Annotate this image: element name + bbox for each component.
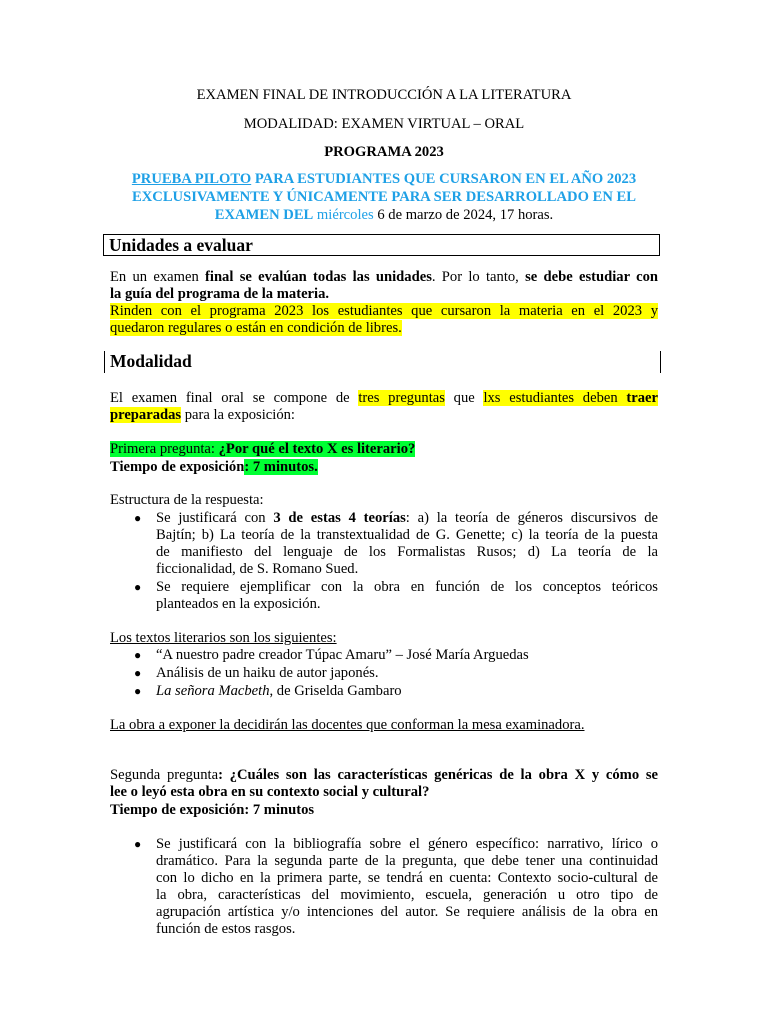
theories-line3: de manifiesto del lenguaje de los Formalistas Rusos; d) La teoría de la xyxy=(156,544,658,560)
bibliography-line2: dramático. Para la segunda parte de la pregunta, que debe tener una continuidad xyxy=(156,853,658,869)
answer-structure-title: Estructura de la respuesta: xyxy=(110,492,264,508)
literary-text-item: “A nuestro padre creador Túpac Amaru” – José María Arguedas xyxy=(156,647,529,663)
exam-date-text: 6 de marzo de 2024, 17 horas. xyxy=(373,207,554,223)
modalidad-right-rule xyxy=(660,351,661,373)
weekday-text: miércoles xyxy=(313,207,374,223)
unidades-paragraph-line1: En un examen final se evalúan todas las unidades. Por lo tanto, se debe estudiar con xyxy=(110,269,658,285)
bullet-icon: ● xyxy=(134,511,142,525)
exam-modality: MODALIDAD: EXAMEN VIRTUAL – ORAL xyxy=(243,116,525,132)
modalidad-paragraph-line2: preparadas para la exposición: xyxy=(110,407,295,423)
unidades-paragraph-line2: la guía del programa de la materia. xyxy=(110,286,330,302)
bibliography-line4: la obra, características del movimiento, escuela, generación u otro tipo de xyxy=(156,887,658,903)
exemplify-line1: Se requiere ejemplificar con la obra en función de los conceptos teóricos xyxy=(156,579,658,595)
bullet-icon: ● xyxy=(134,837,142,851)
bibliography-line3: con lo dicho en la primera parte, se tendrá en cuenta: Contexto socio-cultural de xyxy=(156,870,658,886)
literary-text-item: Análisis de un haiku de autor japonés. xyxy=(156,665,379,681)
exam-del-text: EXAMEN DEL xyxy=(214,207,314,223)
question1: Primera pregunta: ¿Por qué el texto X es literario? xyxy=(110,441,416,457)
bibliography-line1: Se justificará con la bibliografía sobre el género específico: narrativo, lírico o xyxy=(156,836,658,852)
question2-line1: Segunda pregunta: ¿Cuáles son las características genéricas de la obra X y cómo se xyxy=(110,767,659,783)
bibliography-line6: función de estos rasgos. xyxy=(156,921,296,937)
exam-title: EXAMEN FINAL DE INTRODUCCIÓN A LA LITERATURA xyxy=(196,87,572,103)
theories-line4: ficcionalidad, de S. Romano Sued. xyxy=(156,561,359,577)
bullet-icon: ● xyxy=(134,648,142,662)
bullet-icon: ● xyxy=(134,666,142,680)
bullet-icon: ● xyxy=(134,684,142,698)
theories-line1: Se justificará con 3 de estas 4 teorías: a) la teoría de géneros discursivos de xyxy=(156,510,658,526)
bullet-icon: ● xyxy=(134,580,142,594)
pilot-label: PRUEBA PILOTO xyxy=(131,171,252,187)
bibliography-line5: agrupación artística y/o intenciones del autor. Se requiere análisis de la obra en xyxy=(156,904,658,920)
pilot-notice-line3 xyxy=(0,206,768,224)
section-heading-modalidad: Modalidad xyxy=(110,351,192,371)
theories-line2: Bajtín; b) La teoría de la transtextualidad de G. Genette; c) la teoría de la puesta xyxy=(156,527,658,543)
question2-line2: lee o leyó esta obra en su contexto social y cultural? xyxy=(110,784,430,800)
literary-texts-title: Los textos literarios son los siguientes: xyxy=(110,630,337,646)
rinden-line1: Rinden con el programa 2023 los estudiantes que cursaron la materia en el 2023 y xyxy=(110,303,658,319)
section-heading-unidades: Unidades a evaluar xyxy=(109,235,253,255)
pilot-text: PARA ESTUDIANTES QUE CURSARON EN EL AÑO 2023 xyxy=(251,171,637,187)
question1-time: Tiempo de exposición: 7 minutos. xyxy=(110,459,318,475)
exemplify-line2: planteados en la exposición. xyxy=(156,596,321,612)
work-decision-note: La obra a exponer la decidirán las docentes que conforman la mesa examinadora. xyxy=(110,717,585,733)
question2-time: Tiempo de exposición: 7 minutos xyxy=(110,802,315,818)
modalidad-paragraph-line1: El examen final oral se compone de tres preguntas que lxs estudiantes deben traer xyxy=(110,390,658,406)
pilot-notice-line1 xyxy=(0,170,768,188)
modalidad-left-rule xyxy=(104,351,105,373)
program-year: PROGRAMA 2023 xyxy=(324,144,444,160)
rinden-line2: quedaron regulares o están en condición de libres. xyxy=(110,320,402,336)
literary-text-item: La señora Macbeth, de Griselda Gambaro xyxy=(156,683,402,699)
pilot-notice-line2: EXCLUSIVAMENTE Y ÚNICAMENTE PARA SER DESARROLLADO EN EL xyxy=(132,189,636,205)
